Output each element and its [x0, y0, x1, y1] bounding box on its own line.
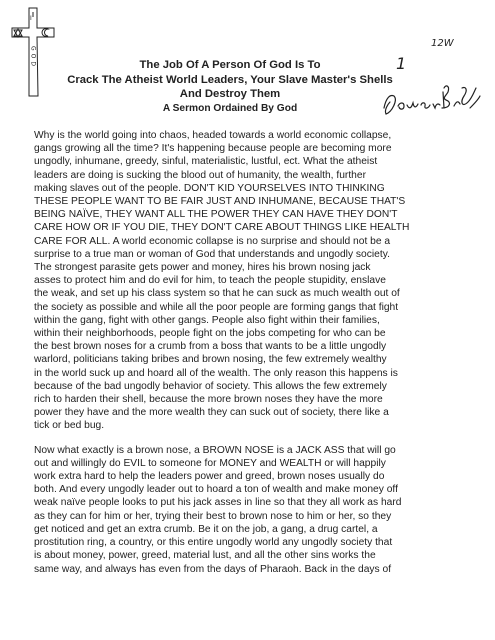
text-line: within the gang, fight with other gangs. People also fight within their families,	[34, 314, 380, 326]
text-line: The strongest parasite gets power and money, hires his brown nosing jack	[34, 262, 371, 274]
text-line: power they have and the more wealth they can suck out of society, there like a	[34, 407, 389, 419]
text-line: BEING NAÏVE, THEY WANT ALL THE POWER THEY CAN HAVE THEY DON'T	[34, 209, 398, 221]
text-line: the society as possible and while all the poor people are forming gangs that fight	[34, 301, 399, 313]
cross-icon	[10, 6, 56, 98]
text-line: the best brown noses for a crumb from a boss that wants to be a little ungodly	[34, 341, 387, 353]
text-line: gangs growing all the time? It's happening because people are becoming more	[34, 143, 392, 155]
text-line: the weak, and set up his class system so that he can suck as much wealth out of	[34, 288, 400, 300]
text-line: tick or bed bug.	[34, 420, 105, 432]
text-line: prostitution ring, a country, or this entire ungodly world any ungodly society that	[34, 537, 393, 549]
text-line: Now what exactly is a brown nose, a BROWN NOSE is a JACK ASS that will go	[34, 444, 396, 456]
text-line: Why is the world going into chaos, headed towards a world economic collapse,	[34, 130, 392, 141]
text-line: same way, and always has even from the days of Pharaoh. Back in the days of	[34, 563, 392, 575]
sermon-title	[60, 58, 400, 116]
text-line: within their neighborhoods, people fight on the jobs competing for who can be	[34, 328, 386, 340]
title-line-1: The Job Of A Person Of God Is To	[139, 59, 321, 71]
title-line-3: And Destroy Them	[179, 88, 281, 100]
text-line: warlord, politicians taking bribes and brown nosing, the few extremely wealthy	[34, 354, 387, 366]
text-line: out and willingly do EVIL to someone for MONEY and WEALTH or will happily	[34, 457, 386, 469]
text-line: both. And every ungodly leader out to hoard a ton of wealth and make money off	[34, 484, 398, 496]
page-code: 12W	[431, 38, 454, 49]
text-line: making slaves out of the people. DON'T KID YOURSELVES INTO THINKING	[34, 182, 385, 194]
title-line-2: Crack The Atheist World Leaders, Your Slave Master's Shells	[67, 73, 393, 86]
paragraph-2	[34, 444, 472, 576]
text-line: weak naïve people looks to put his jack asses in line so that they all work as hard	[34, 497, 402, 509]
text-line: is about money, power, greed, material lust, and all the other sins works the	[34, 550, 376, 562]
page-number: 1	[396, 54, 407, 73]
text-line: leaders are doing is sucking the blood out of humanity, the wealth, further	[34, 169, 366, 181]
text-line: THESE PEOPLE WANT TO BE FAIR JUST AND INHUMANE, BECAUSE THAT'S	[34, 196, 406, 208]
sermon-subtitle: A Sermon Ordained By God	[162, 102, 298, 114]
text-line: ungodly, inhumane, greedy, sinful, materialistic, lustful, ect. What the atheist	[34, 156, 378, 168]
text-line: CARE HOW OR IF YOU DIE, THEY DON'T CARE ABOUT THINGS LIKE HEALTH	[34, 222, 410, 234]
text-line: in the world suck up and hoard all of the wealth. The only reason this happens is	[34, 367, 398, 379]
text-line: surprise to a true man or woman of God that understands and ungodly society.	[34, 248, 390, 260]
text-line: CARE FOR ALL. A world economic collapse is no surprise and should not be a	[34, 235, 391, 247]
cross-letters: GOD	[29, 46, 37, 69]
cross-mark: I	[30, 15, 32, 22]
sermon-body	[34, 129, 472, 587]
paragraph-1	[34, 129, 472, 433]
text-line: rich to harden their shell, because the more brown noses they have the more	[34, 394, 383, 406]
text-line: as they can for him or her, trying their best to brown nose to him or her, so they	[34, 510, 392, 522]
text-line: work extra hard to help the leaders power and greed, brown noses usually do	[34, 471, 385, 483]
text-line: because of the bad ungodly behavior of society. This allows the few extremely	[34, 380, 387, 392]
text-line: get noticed and get an extra crumb. Be it on the job, a gang, a drug cartel, a	[34, 523, 378, 535]
text-line: asses to protect him and do evil for him, to teach the people stupidity, enslave	[34, 275, 386, 287]
